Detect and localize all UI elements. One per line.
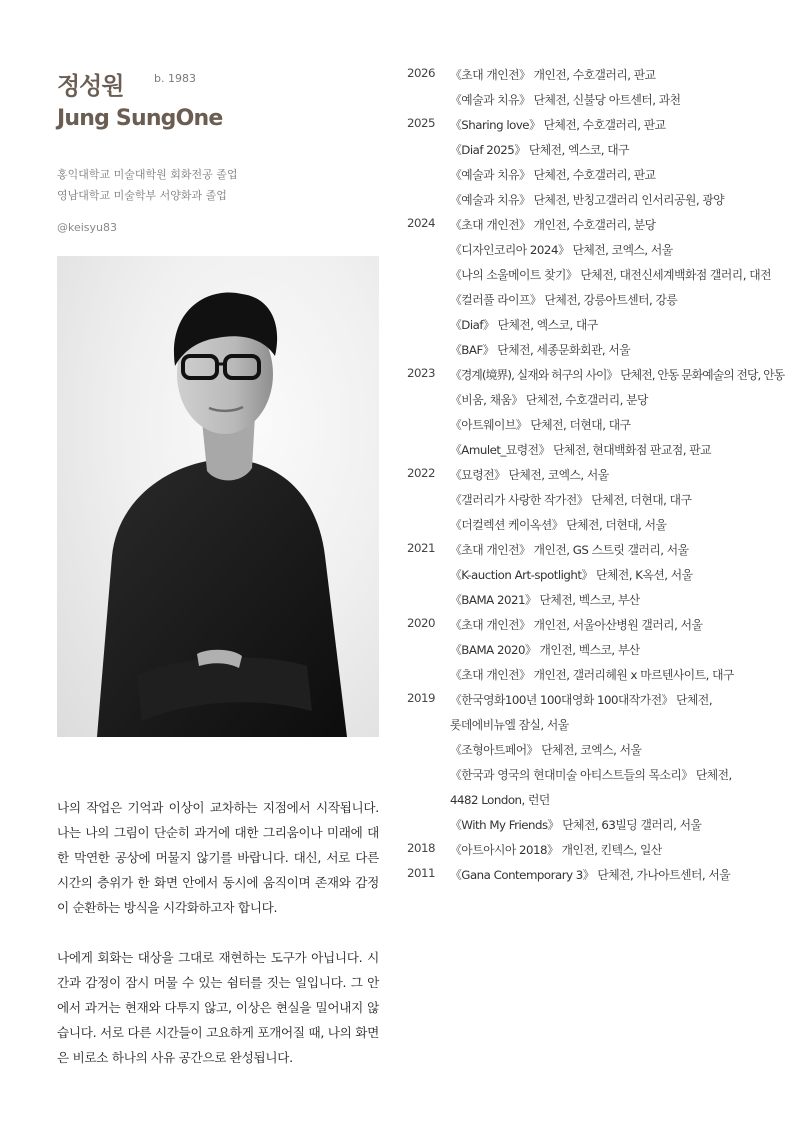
exhibition-year: 2026 — [407, 66, 436, 80]
exhibition-entry: 《Diaf》 단체전, 엑스코, 대구 — [450, 318, 598, 332]
exhibition-row — [407, 766, 787, 791]
exhibition-year: 2018 — [407, 841, 436, 855]
exhibition-row — [407, 566, 787, 591]
exhibition-entry: 《K-auction Art-spotlight》 단체전, K옥션, 서울 — [450, 568, 693, 582]
exhibition-entry: 4482 London, 런던 — [450, 793, 550, 807]
exhibition-row — [407, 91, 787, 116]
exhibition-year: 2022 — [407, 466, 436, 480]
exhibition-year: 2025 — [407, 116, 436, 130]
exhibition-row — [407, 516, 787, 541]
exhibition-row — [407, 616, 787, 641]
exhibition-entry: 《아트웨이브》 단체전, 더현대, 대구 — [450, 418, 631, 432]
exhibition-row — [407, 591, 787, 616]
exhibition-entry: 《더컬렉션 케이옥션》 단체전, 더현대, 서울 — [450, 518, 667, 532]
exhibition-row — [407, 466, 787, 491]
exhibition-row — [407, 791, 787, 816]
exhibition-entry: 《Sharing love》 단체전, 수호갤러리, 판교 — [450, 118, 666, 132]
exhibition-entry: 《BAF》 단체전, 세종문화회관, 서울 — [450, 343, 631, 357]
exhibition-entry: 《묘령전》 단체전, 코엑스, 서울 — [450, 468, 609, 482]
artist-statement — [57, 795, 379, 1095]
exhibition-entry: 《BAMA 2020》 개인전, 벡스코, 부산 — [450, 643, 640, 657]
exhibition-entry: 《초대 개인전》 개인전, 수호갤러리, 판교 — [450, 68, 656, 82]
artist-name-korean: 정성원 — [57, 72, 124, 100]
exhibition-row — [407, 541, 787, 566]
exhibition-entry: 《초대 개인전》 개인전, 갤러리헤원 x 마르텐사이트, 대구 — [450, 668, 734, 682]
exhibition-entry: 《With My Friends》 단체전, 63빌딩 갤러리, 서울 — [450, 818, 702, 832]
exhibition-row — [407, 866, 787, 891]
exhibition-year: 2023 — [407, 366, 436, 380]
exhibition-entry: 《디자인코리아 2024》 단체전, 코엑스, 서울 — [450, 243, 673, 257]
exhibition-entry: 《Diaf 2025》 단체전, 엑스코, 대구 — [450, 143, 630, 157]
exhibition-entry: 《경계(境界), 실재와 허구의 사이》 단체전, 안동 문화예술의 전당, 안동 — [450, 368, 785, 382]
exhibition-row — [407, 66, 787, 91]
exhibition-entry: 《아트아시아 2018》 개인전, 킨텍스, 일산 — [450, 843, 662, 857]
exhibition-row — [407, 841, 787, 866]
education — [57, 164, 238, 206]
exhibition-row — [407, 666, 787, 691]
exhibition-row — [407, 741, 787, 766]
exhibition-row — [407, 166, 787, 191]
education-line: 홍익대학교 미술대학원 회화전공 졸업 — [57, 168, 238, 181]
portrait-illustration — [57, 256, 379, 737]
exhibition-entry: 《한국영화100년 100대영화 100대작가전》 단체전, — [450, 693, 713, 707]
exhibition-row — [407, 441, 787, 466]
artist-portrait-photo — [57, 256, 379, 737]
exhibition-row — [407, 316, 787, 341]
exhibition-row — [407, 641, 787, 666]
exhibition-entry: 《예술과 치유》 단체전, 신불당 아트센터, 과천 — [450, 93, 681, 107]
exhibition-row — [407, 341, 787, 366]
exhibition-row — [407, 691, 787, 716]
exhibition-row — [407, 141, 787, 166]
exhibition-row — [407, 416, 787, 441]
exhibition-row — [407, 816, 787, 841]
instagram-handle: @keisyu83 — [57, 221, 118, 234]
exhibition-year: 2024 — [407, 216, 436, 230]
statement-paragraph: 나의 작업은 기억과 이상이 교차하는 지점에서 시작됩니다. 나는 나의 그림이 단순히 과거에 대한 그리움이나 미래에 대한 막연한 공상에 머물지 않기를 바랍니다. 대신, 서로 다른 시간의 층위가 한 화면 안에서 동시에 움직이며 존재와 감정이 순환하는 방식을 시각화하고자 합니다. — [57, 800, 379, 915]
exhibition-row — [407, 216, 787, 241]
exhibition-row — [407, 716, 787, 741]
exhibition-row — [407, 241, 787, 266]
exhibition-entry: 《초대 개인전》 개인전, GS 스트릿 갤러리, 서울 — [450, 543, 689, 557]
exhibition-entry: 《갤러리가 사랑한 작가전》 단체전, 더현대, 대구 — [450, 493, 692, 507]
exhibition-entry: 《BAMA 2021》 단체전, 벡스코, 부산 — [450, 593, 640, 607]
exhibition-row — [407, 491, 787, 516]
exhibition-year: 2021 — [407, 541, 436, 555]
exhibition-entry: 롯데에비뉴엘 잠실, 서울 — [450, 718, 569, 732]
exhibition-entry: 《초대 개인전》 개인전, 수호갤러리, 분당 — [450, 218, 656, 232]
exhibition-entry: 《한국과 영국의 현대미술 아티스트들의 목소리》 단체전, — [450, 768, 732, 782]
exhibition-row — [407, 116, 787, 141]
birth-year: b. 1983 — [154, 72, 196, 85]
exhibition-entry: 《나의 소울메이트 찾기》 단체전, 대전신세계백화점 갤러리, 대전 — [450, 268, 771, 282]
exhibition-year: 2019 — [407, 691, 436, 705]
exhibition-row — [407, 266, 787, 291]
exhibition-row — [407, 191, 787, 216]
statement-paragraph: 나에게 회화는 대상을 그대로 재현하는 도구가 아닙니다. 시간과 감정이 잠시 머물 수 있는 쉼터를 짓는 일입니다. 그 안에서 과거는 현재와 다투지 않고, 이상은 현실을 밀어내지 않습니다. 서로 다른 시간들이 고요하게 포개어질 때, 나의 화면은 비로소 하나의 사유 공간으로 완성됩니다. — [57, 950, 379, 1065]
exhibition-entry: 《Amulet_묘령전》 단체전, 현대백화점 판교점, 판교 — [450, 443, 712, 457]
exhibition-list — [407, 66, 787, 891]
exhibition-row — [407, 391, 787, 416]
exhibition-row — [407, 366, 787, 391]
exhibition-entry: 《조형아트페어》 단체전, 코엑스, 서울 — [450, 743, 642, 757]
exhibition-entry: 《컬러풀 라이프》 단체전, 강릉아트센터, 강릉 — [450, 293, 678, 307]
exhibition-row — [407, 291, 787, 316]
exhibition-entry: 《비움, 채움》 단체전, 수호갤러리, 분당 — [450, 393, 648, 407]
exhibition-entry: 《예술과 치유》 단체전, 반칭고갤러리 인서리공원, 광양 — [450, 193, 725, 207]
artist-name-english: Jung SungOne — [57, 106, 223, 131]
exhibition-entry: 《예술과 치유》 단체전, 수호갤러리, 판교 — [450, 168, 656, 182]
exhibition-entry: 《Gana Contemporary 3》 단체전, 가나아트센터, 서울 — [450, 868, 731, 882]
exhibition-entry: 《초대 개인전》 개인전, 서울아산병원 갤러리, 서울 — [450, 618, 703, 632]
exhibition-year: 2020 — [407, 616, 436, 630]
education-line: 영남대학교 미술학부 서양화과 졸업 — [57, 189, 227, 202]
exhibition-year: 2011 — [407, 866, 436, 880]
